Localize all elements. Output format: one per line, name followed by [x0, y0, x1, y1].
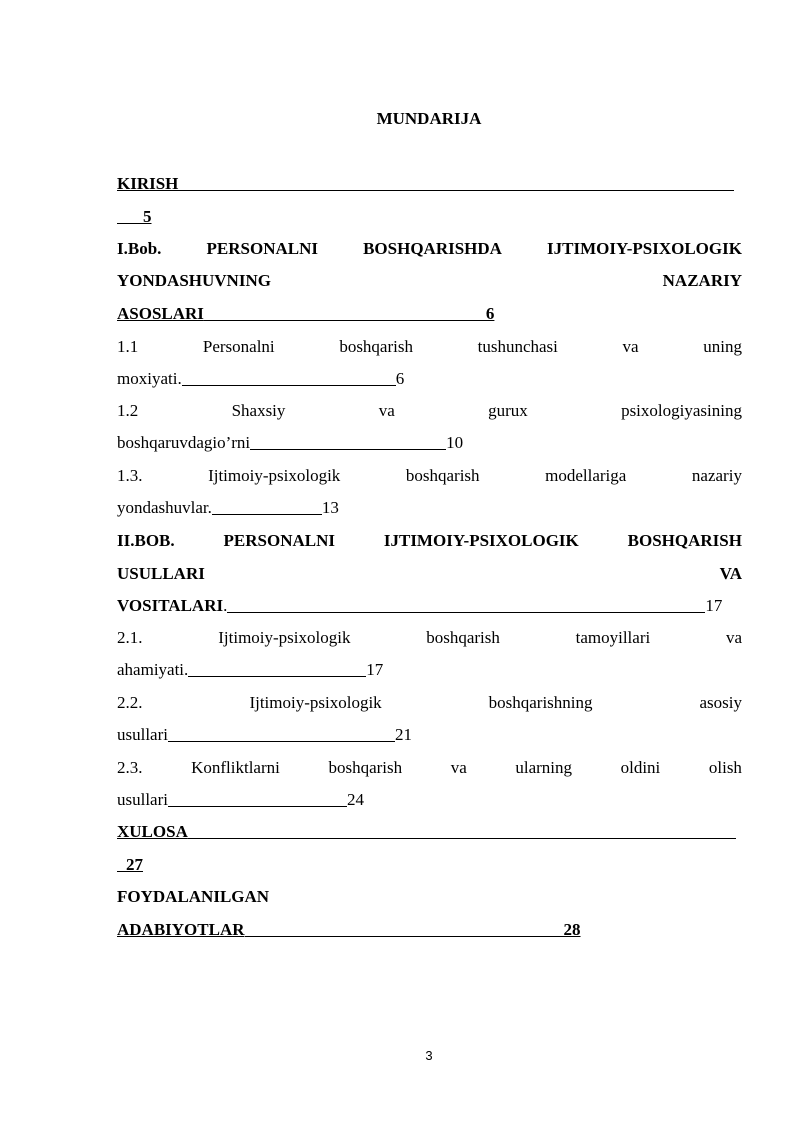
toc-word: BOSHQARISHDA [363, 239, 502, 258]
toc-leader [168, 789, 347, 807]
toc-entry-bob2-line3 [117, 595, 742, 617]
toc-page-number: 21 [395, 725, 412, 744]
toc-entry-1-3[interactable] [117, 465, 742, 487]
toc-word: oldini [620, 758, 661, 777]
page-title: MUNDARIJA [376, 109, 482, 128]
toc-page-number: 17 [366, 660, 384, 679]
toc-label: usullari [117, 790, 168, 809]
toc-leader [245, 919, 564, 937]
toc-word: PERSONALNI [206, 239, 318, 258]
toc-word: ularning [515, 758, 573, 777]
toc-word: uning [703, 337, 742, 356]
toc-word: 1.1 [117, 337, 139, 356]
toc-leader [250, 432, 446, 450]
toc-entry-1-1[interactable] [117, 336, 742, 358]
toc-word: Ijtimoiy-psixologik [249, 693, 382, 712]
toc-word: 2.2. [117, 693, 143, 712]
toc-word: YONDASHUVNING [117, 271, 271, 290]
toc-entry-1-2[interactable] [117, 400, 742, 422]
toc-label: moxiyati. [117, 369, 182, 388]
toc-entry-1-3-line2 [117, 497, 742, 519]
toc-page-number: 6 [395, 369, 405, 388]
toc-page-number: 17 [705, 596, 723, 615]
toc-word: va [450, 758, 467, 777]
toc-leader [168, 724, 395, 742]
toc-entry-1-2-line2 [117, 432, 742, 454]
toc-punctuation: . [223, 596, 228, 615]
toc-entry-2-3-line2 [117, 789, 742, 811]
toc-word: 1.3. [117, 466, 143, 485]
toc-word: 2.3. [117, 758, 143, 777]
toc-label: FOYDALANILGAN [117, 887, 270, 906]
toc-leader [178, 173, 734, 191]
toc-word: Shaxsiy [231, 401, 286, 420]
toc-word: 2.1. [117, 628, 143, 647]
toc-label: KIRISH [117, 174, 179, 193]
toc-word: IJTIMOIY-PSIXOLOGIK [383, 531, 579, 550]
toc-word: va [622, 337, 639, 356]
toc-entry-bob2[interactable] [117, 530, 742, 552]
toc-word: olish [708, 758, 742, 777]
toc-word: NAZARIY [662, 271, 742, 290]
toc-word: va [378, 401, 395, 420]
toc-word: va [725, 628, 742, 647]
toc-label: ahamiyati. [117, 660, 189, 679]
toc-word: Personalni [202, 337, 275, 356]
toc-word: boshqarish [339, 337, 413, 356]
toc-word: boshqarish [328, 758, 403, 777]
toc-entry-1-1-line2 [117, 368, 742, 390]
toc-word: tamoyillari [575, 628, 651, 647]
toc-word: Konfliktlarni [191, 758, 280, 777]
toc-label: ADABIYOTLAR [117, 920, 245, 939]
toc-page-number: 13 [321, 498, 339, 517]
toc-word: Ijtimoiy-psixologik [208, 466, 341, 485]
toc-entry-bob1-line3 [117, 303, 742, 325]
toc-word: modellariga [545, 466, 627, 485]
toc-word: boshqarish [426, 628, 500, 647]
toc-entry-2-2-line2 [117, 724, 742, 746]
toc-leader [117, 854, 126, 872]
toc-leader [188, 659, 366, 677]
toc-word: PERSONALNI [223, 531, 335, 550]
toc-entry-bob1[interactable] [117, 238, 742, 260]
toc-label: VOSITALARI [117, 596, 224, 615]
toc-leader [212, 497, 322, 515]
toc-word: VA [719, 564, 742, 583]
toc-label: XULOSA [117, 822, 188, 841]
toc-word: boshqarish [405, 466, 480, 485]
toc-label: usullari [117, 725, 168, 744]
toc-word: nazariy [691, 466, 742, 485]
toc-label: boshqaruvdagio’rni [117, 433, 251, 452]
toc-label: yondashuvlar. [117, 498, 212, 517]
toc-leader [117, 206, 143, 224]
toc-entry-2-3[interactable] [117, 757, 742, 779]
page-number: 3 [425, 1048, 433, 1063]
toc-entry-xulosa[interactable] [117, 821, 742, 843]
toc-entry-xulosa-page [117, 854, 742, 876]
toc-entry-kirish-page [117, 206, 742, 228]
toc-leader [188, 821, 736, 839]
toc-entry-bob2-line2 [117, 563, 742, 585]
toc-entry-adabiyotlar[interactable] [117, 886, 742, 908]
toc-word: IJTIMOIY-PSIXOLOGIK [547, 239, 742, 258]
toc-word: tushunchasi [477, 337, 558, 356]
toc-page-number: 5 [143, 207, 152, 226]
toc-word: asosiy [699, 693, 742, 712]
toc-word: II.BOB. [117, 531, 175, 550]
toc-page-number: 24 [347, 790, 364, 809]
toc-word: gurux [488, 401, 528, 420]
toc-entry-2-1-line2 [117, 659, 742, 681]
toc-entry-kirish[interactable] [117, 173, 742, 195]
toc-entry-2-1[interactable] [117, 627, 742, 649]
toc-word: USULLARI [117, 564, 205, 583]
toc-word: 1.2 [117, 401, 139, 420]
toc-leader [182, 368, 396, 386]
toc-word: psixologiyasining [621, 401, 742, 420]
toc-page-number: 6 [485, 304, 495, 323]
toc-page-number: 10 [446, 433, 464, 452]
toc-word: Ijtimoiy-psixologik [218, 628, 351, 647]
toc-page-number: 27 [126, 855, 143, 874]
toc-label: ASOSLARI [117, 304, 204, 323]
toc-word: I.Bob. [117, 239, 162, 258]
toc-word: boshqarishning [488, 693, 593, 712]
toc-entry-2-2[interactable] [117, 692, 742, 714]
toc-leader [204, 303, 486, 321]
toc-page-number: 28 [563, 920, 581, 939]
toc-word: BOSHQARISH [627, 531, 742, 550]
toc-entry-bob1-line2 [117, 270, 742, 292]
toc-entry-adabiyotlar-line2 [117, 919, 742, 941]
toc-leader [227, 595, 705, 613]
